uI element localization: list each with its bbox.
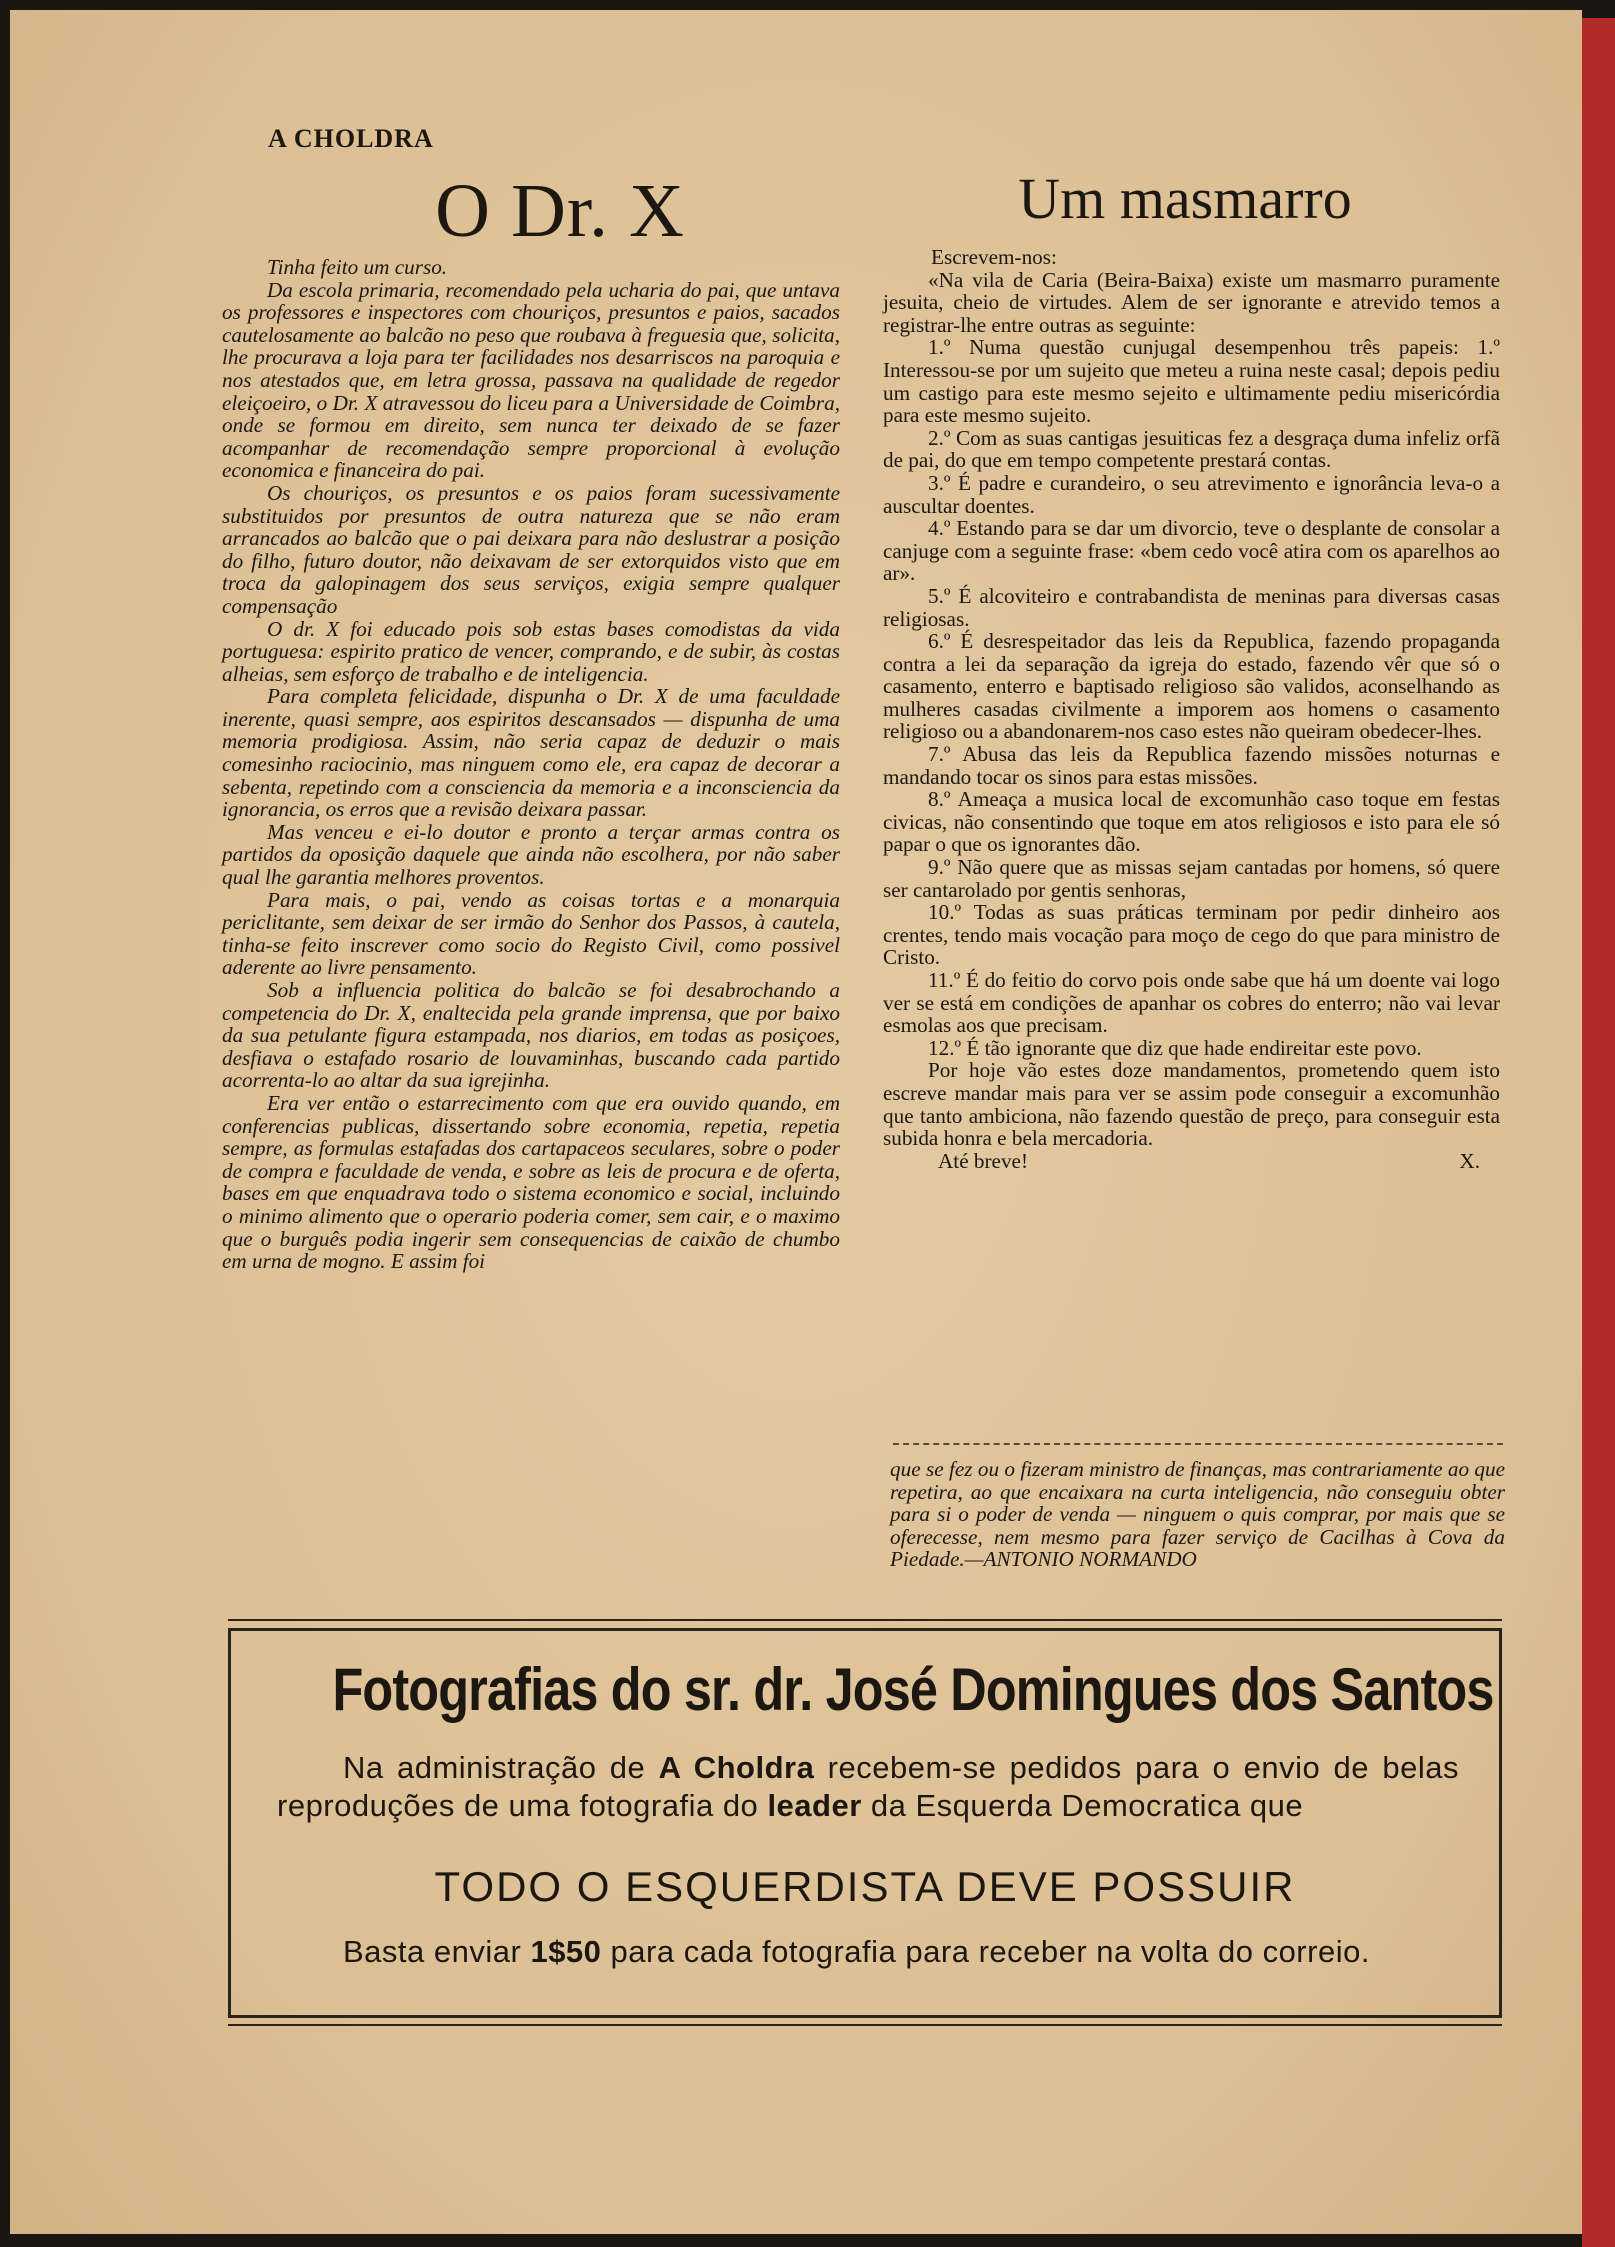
paragraph: Sob a influencia politica do balcão se foi desabrochando a competencia do Dr. X, enaltecida pela grande imprensa, que por baixo da sua petulante figura estampada, nos diarios, em todas as posiçoes, desfiava o estafado rosario de louvaminhas, buscando cada partido acorrenta-lo ao altar da sua igrejinha.	[222, 978, 840, 1093]
paragraph: 10.º Todas as suas práticas terminam por pedir dinheiro aos crentes, tendo mais vocação para moço de cego do que para ministro de Cristo.	[883, 900, 1500, 970]
advertisement-box	[228, 1628, 1502, 2018]
ad-footer-text: Basta enviar 1$50 para cada fotografia para receber na volta do correio.	[343, 1934, 1370, 1969]
red-binding-edge	[1582, 18, 1615, 2247]
ad-bottom-rule	[228, 2024, 1502, 2026]
paragraph: Mas venceu e ei-lo doutor e pronto a terçar armas contra os partidos da oposição daquele que ainda não escolhera, por não saber qual lhe garantia melhores proventos.	[222, 819, 840, 890]
ad-slogan: TODO O ESQUERDISTA DEVE POSSUIR	[434, 1863, 1296, 1910]
ad-brand-name: A Choldra	[658, 1750, 815, 1785]
paragraph: Para mais, o pai, vendo as coisas tortas e a monarquia periclitante, sem deixar de ser irmão do Senhor dos Passos, à cautela, tinha-se feito inscrever como socio do Registo Civil, como possivel aderente ao livre pensamento.	[222, 887, 840, 980]
ad-top-rule	[228, 1619, 1502, 1621]
paragraph: 3.º É padre e curandeiro, o seu atrevimento e ignorância leva-o a auscultar doentes.	[883, 470, 1500, 518]
paragraph: Tinha feito um curso.	[267, 255, 448, 279]
paragraph: Os chouriços, os presuntos e os paios foram sucessivamente substituidos por presuntos de outra natureza que se não eram arrancados ao balcão que o pai deixara para não deslustrar a posição do filho, futuro doutor, não deixavam de ser extorquidos visto que em troca da galopinagem dos seus serviços, exigia sempre qualquer compensação	[222, 480, 840, 618]
paragraph: que se fez ou o fizeram ministro de finanças, mas contrariamente ao que repetira, ao que encaixara na curta inteligencia, não conseguiu obter para si o poder de venda — ninguem o quis comprar, por mais que se oferecesse, nem mesmo para fazer serviço de Cacilhas à Cova da Piedade.—ANTONIO NORMANDO	[890, 1457, 1505, 1572]
paragraph: Para completa felicidade, dispunha o Dr. X de uma faculdade inerente, quasi sempre, aos espiritos descansados — dispunha de uma memoria prodigiosa. Assim, não seria capaz de deduzir o mais comesinho raciocinio, mas ninguem como ele, era capaz de decorar a sebenta, repetindo com a consciencia da memoria e a inconsciencia da ignorancia, os erros que a revisão deixara passar.	[222, 684, 840, 822]
left-article-continuation	[890, 1458, 1505, 1571]
paragraph: Por hoje vão estes doze mandamentos, prometendo quem isto escreve mandar mais para ver se assim pode conseguir a excomunhão que tanto ambiciona, não fazendo questão de preço, para conseguir esta subida honra e bela mercadoria.	[883, 1058, 1500, 1151]
paragraph: 11.º É do feitio do corvo pois onde sabe que há um doente vai logo ver se está em condições de apanhar os cobres do enterro; não vai levar esmolas aos que precisam.	[883, 968, 1500, 1038]
paragraph: 12.º É tão ignorante que diz que hade endireitar este povo.	[928, 1035, 1422, 1060]
paragraph: O dr. X foi educado pois sob estas bases comodistas da vida portuguesa: espirito pratico de vencer, comprando, e de subir, às costas alheias, sem esforço de trabalho e de inteligencia.	[222, 616, 840, 686]
paragraph: 6.º É desrespeitador das leis da Republica, fazendo propaganda contra a lei da separação da igreja do estado, fazendo vêr que só o casamento, enterro e baptisado religioso são validos, aconselhando as mulheres casadas civilmente a imporem aos homens o casamento religioso ou a abandonarem-nos caso estes não queiram obedecer-lhes.	[883, 629, 1500, 744]
ad-leader-word: leader	[767, 1788, 862, 1823]
paragraph: 7.º Abusa das leis da Republica fazendo missões noturnas e mandando tocar os sinos para estas missões.	[883, 742, 1500, 789]
right-article-body	[883, 246, 1500, 1172]
column-divider-rule	[893, 1443, 1503, 1445]
left-article-title: O Dr. X	[435, 169, 685, 253]
left-article-body	[222, 256, 840, 1273]
paragraph: Era ver então o estarrecimento com que era ouvido quando, em conferencias publicas, dissertando sobre economia, repetia, repetia sempre, as formulas estafadas dos cartapaceos seculares, sobre o poder de compra e faculdade de venda, e sobre as leis de procura e de oferta, bases em que enquadrava todo o sistema economico e social, incluindo o minimo alimento que o operario poderia comer, sem cair, e o maximo que o burguês podia ingerir sem consequencias de caixão de chumbo em urna de mogno. E assim foi	[222, 1090, 840, 1274]
paragraph: «Na vila de Caria (Beira-Baixa) existe um masmarro puramente jesuita, cheio de virtudes. Alem de ser ignorante e atrevido temos a registrar-lhe entre outras as seguinte:	[883, 267, 1500, 337]
signoff-farewell: Até breve!	[938, 1148, 1028, 1173]
article-signoff	[883, 1150, 1500, 1173]
signoff-signature: X.	[1459, 1148, 1480, 1173]
paragraph: 8.º Ameaça a musica local de excomunhão caso toque em festas civicas, não consentindo que toque em atos religiosos e isto para ele só papar o que os ignorantes dão.	[883, 787, 1500, 857]
right-article-title: Um masmarro	[1018, 166, 1352, 231]
paragraph: 9.º Não quere que as missas sejam cantadas por homens, só quere ser cantarolado por gentis senhoras,	[883, 855, 1500, 902]
paragraph: 5.º É alcoviteiro e contrabandista de meninas para diversas casas religiosas.	[883, 583, 1500, 631]
ad-price: 1$50	[530, 1934, 602, 1969]
paragraph: Escrevem-nos:	[931, 245, 1057, 269]
ad-body-text: Na administração de A Choldra recebem-se pedidos para o envio de belas reproduções de uma fotografia do leader da Esquerda Democratica que	[277, 1750, 1459, 1823]
paragraph: 4.º Estando para se dar um divorcio, teve o desplante de consolar a canjuge com a seguinte frase: «bem cedo você atira com os aparelhos ao ar».	[883, 516, 1500, 586]
paragraph: 2.º Com as suas cantigas jesuiticas fez a desgraça duma infeliz orfã de pai, do que em tempo competente prestará contas.	[883, 425, 1500, 473]
paragraph: Da escola primaria, recomendado pela ucharia do pai, que untava os professores e inspectores com chouriços, presuntos e paios, sacados cautelosamente ao balcão no peso que roubava à freguesia que, solicita, lhe procurava a loja para ter facilidades nos desarriscos na paroquia e nos atestados que, em letra grossa, passava na qualidade de regedor eleiçoeiro, o Dr. X atravessou do liceu para a Universidade de Coimbra, onde se formou em direito, sem nunca ter deixado de se fazer acompanhar de recomendação sempre proporcional à evolução economica e financeira do pai.	[222, 277, 840, 483]
paragraph: 1.º Numa questão cunjugal desempenhou três papeis: 1.º Interessou-se por um sujeito que meteu a ruina neste casal; depois pediu um castigo para este mesmo sejeito e ultimamente pediu misericórdia para este mesmo sujeito.	[883, 335, 1500, 428]
ad-headline: Fotografias do sr. dr. José Domingues dos Santos	[332, 1656, 1494, 1723]
running-head: A CHOLDRA	[268, 124, 434, 153]
